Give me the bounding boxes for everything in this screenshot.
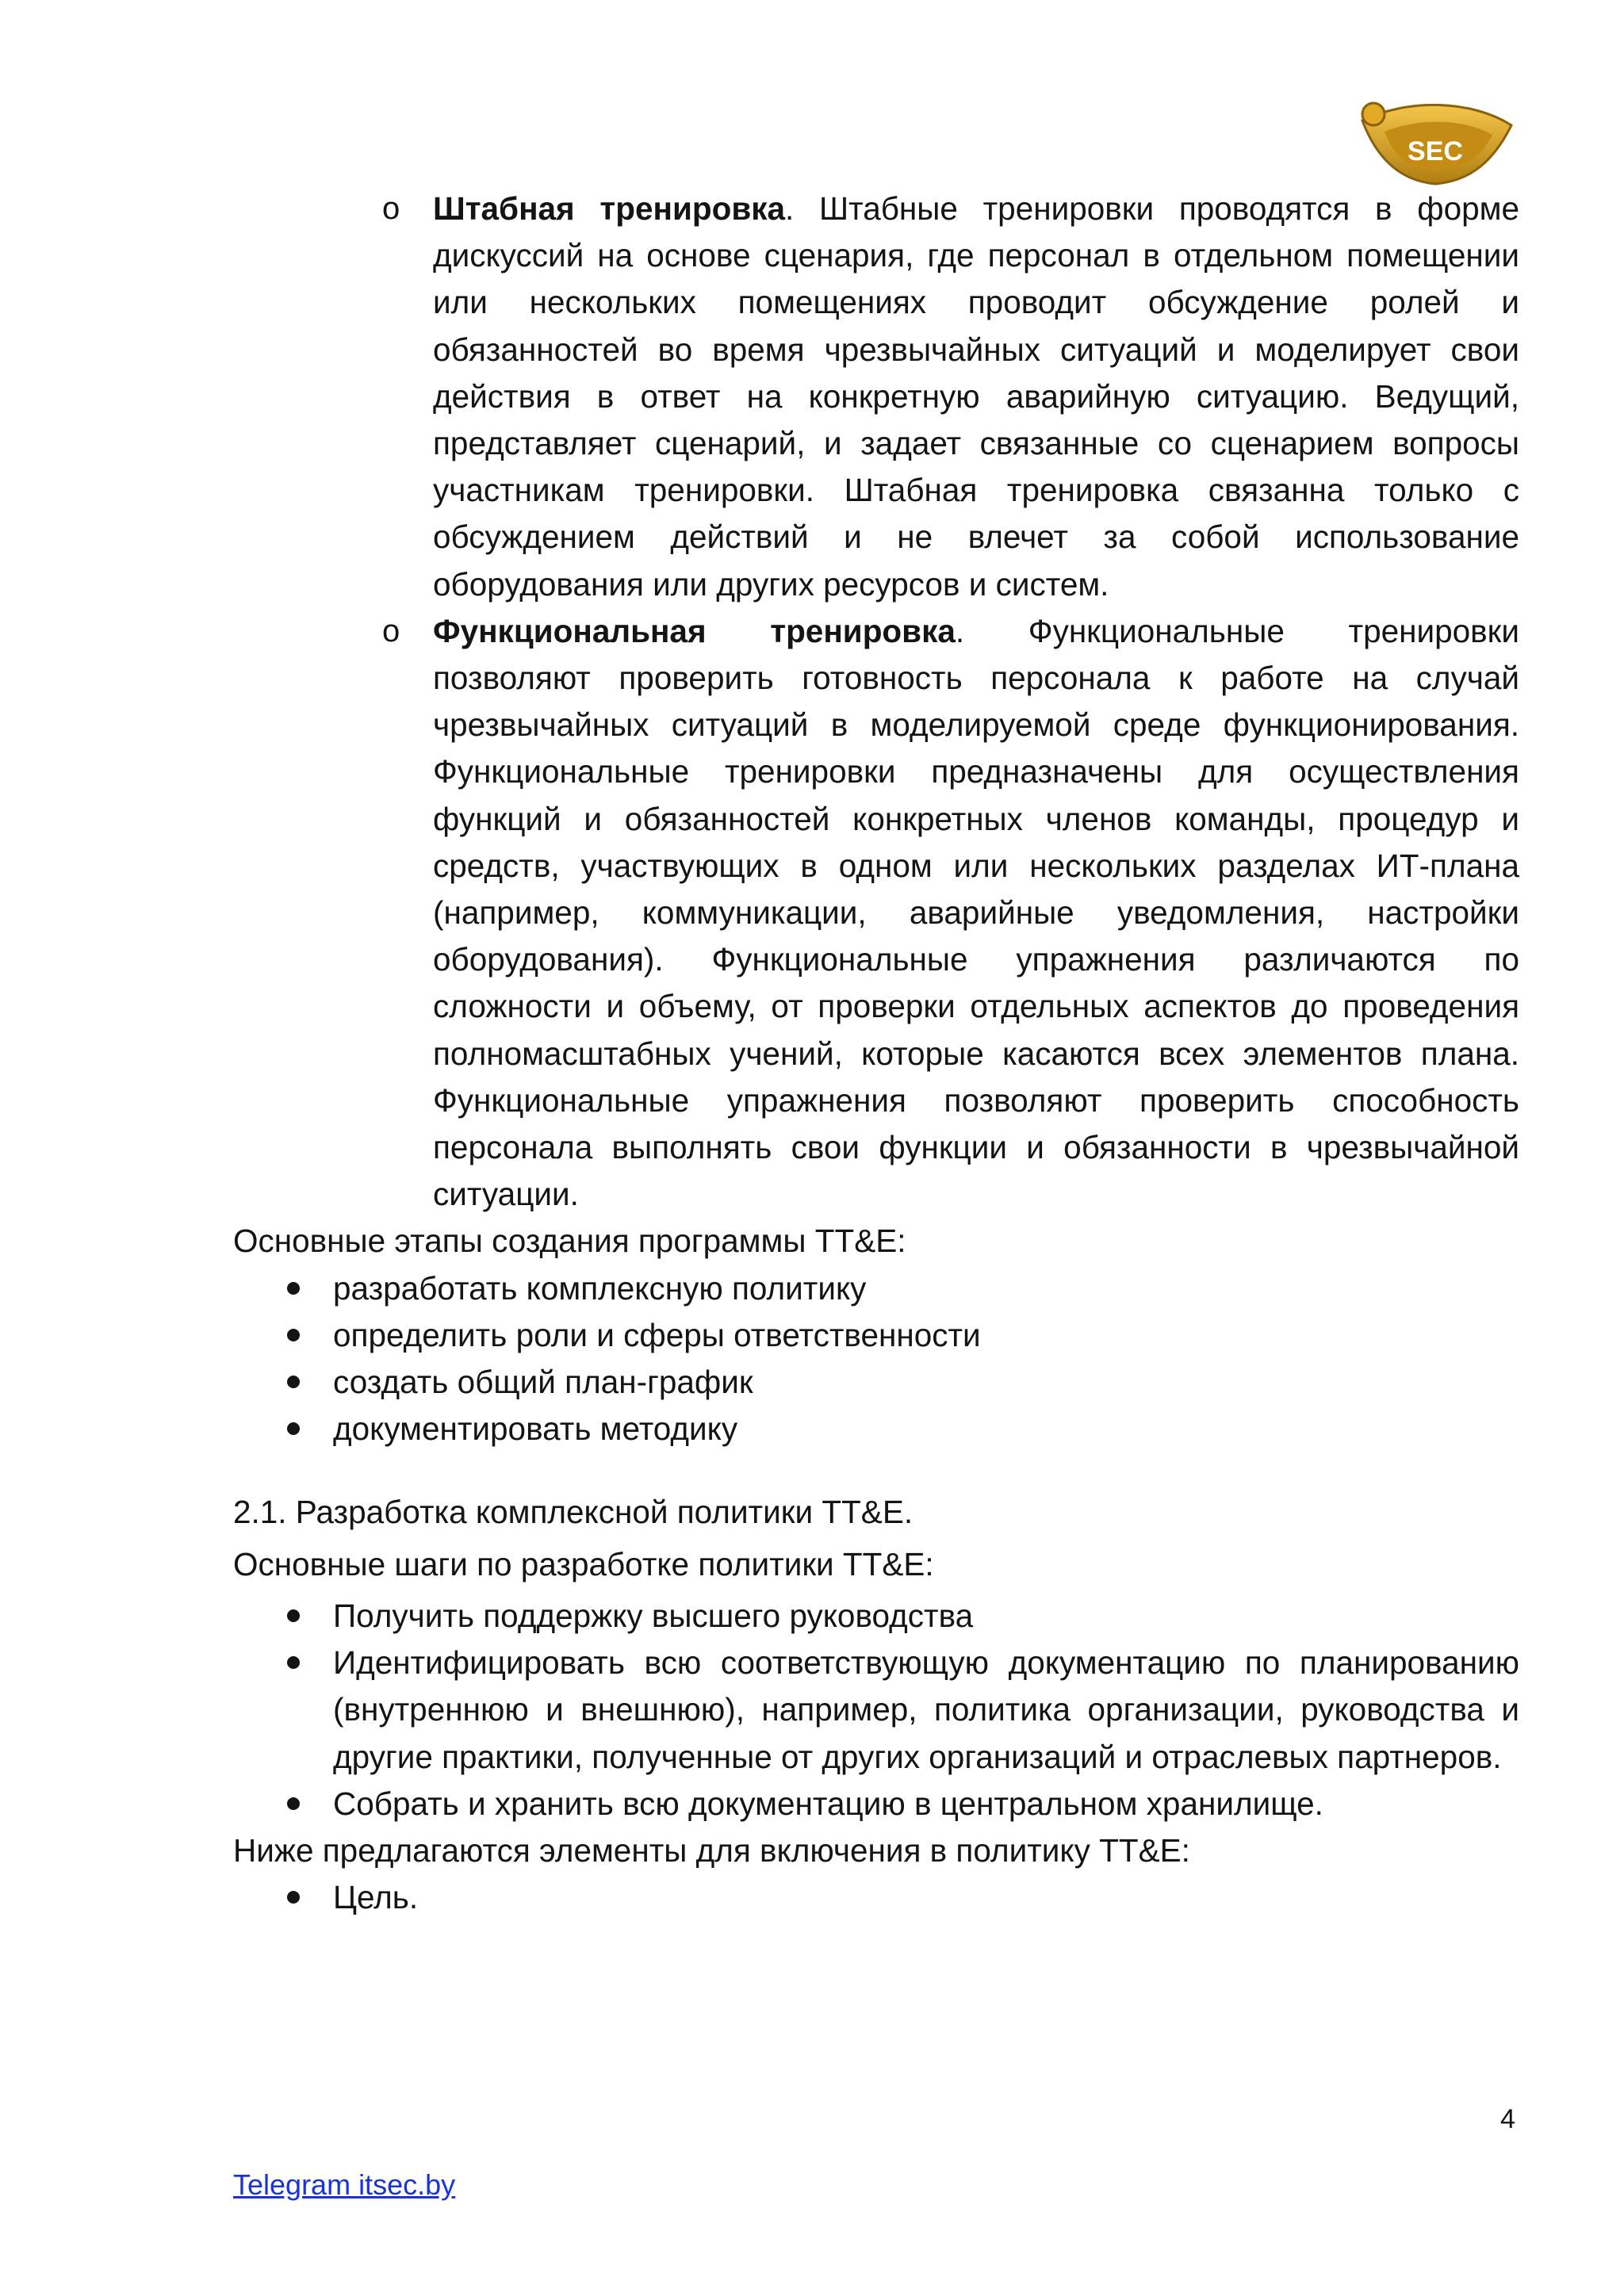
bullet-icon: [287, 1656, 300, 1669]
bullet-icon: [287, 1282, 300, 1295]
list-item-staff-training: [382, 186, 1519, 608]
page-number: 4: [1500, 2104, 1515, 2134]
list-item: документировать методику: [333, 1406, 1519, 1452]
bullet-icon: [287, 1891, 300, 1904]
stages-intro: Основные этапы создания программы TT&E:: [233, 1223, 906, 1260]
training-types-list: [233, 186, 1519, 1218]
steps-list: [233, 1593, 1519, 1827]
circle-bullet-icon: o: [382, 191, 400, 226]
term-description: . Штабные тренировки проводятся в форме дискуссий на основе сценария, где персонал в отдельном помещении или нескольких помещениях проводит обсуждение ролей и обязанностей во время чрезвычайных ситуаций и моделирует свои действия в ответ на конкретную аварийную ситуацию. Ведущий, представляет сценарий, и задает связанные со сценарием вопросы участникам тренировки. Штабная тренировка связанна только с обсуждением действий и не влечет за собой использование оборудования или других ресурсов и систем.: [433, 190, 1519, 603]
circle-bullet-icon: o: [382, 613, 400, 649]
list-item-functional-training: [382, 608, 1520, 1219]
list-item: определить роли и сферы ответственности: [333, 1312, 1519, 1359]
sec-logo: [1353, 94, 1518, 189]
bullet-icon: [287, 1329, 300, 1341]
list-item: разработать комплексную политику: [333, 1265, 1519, 1312]
list-item: создать общий план-график: [333, 1359, 1519, 1406]
list-item: Идентифицировать всю соответствующую документацию по планированию (внутреннюю и внешнюю), например, политика организации, руководства и другие практики, полученные от других организаций и отраслевых партнеров.: [333, 1640, 1519, 1781]
stages-list: [233, 1265, 1519, 1453]
section-heading: 2.1. Разработка комплексной политики TT&E.: [233, 1494, 914, 1531]
bullet-icon: [287, 1422, 300, 1435]
term-description: . Функциональные тренировки позволяют проверить готовность персонала к работе на случай чрезвычайных ситуаций в моделируемой среде функционирования. Функциональные тренировки предназначены для осуществления функций и обязанностей конкретных членов команды, процедур и средств, участвующих в одном или нескольких разделах ИТ-плана (например, коммуникации, аварийные уведомления, настройки оборудования). Функциональные упражнения различаются по сложности и объему, от проверки отдельных аспектов до проведения полномасштабных учений, которые касаются всех элементов плана. Функциональные упражнения позволяют проверить способность персонала выполнять свои функции и обязанности в чрезвычайной ситуации.: [433, 612, 1520, 1213]
elements-list: [233, 1874, 1519, 1921]
list-item: Получить поддержку высшего руководства: [333, 1593, 1519, 1640]
list-item: Цель.: [333, 1874, 1519, 1921]
logo-text: SEC: [1408, 136, 1463, 166]
main-content: [233, 186, 1519, 1921]
bullet-icon: [287, 1376, 300, 1388]
footer-telegram-link[interactable]: Telegram itsec.by: [233, 2168, 456, 2201]
bullet-icon: [287, 1797, 300, 1810]
elements-intro: Ниже предлагаются элементы для включения в политику TT&E:: [233, 1831, 1190, 1869]
term-bold: Штабная тренировка: [433, 190, 786, 227]
steps-intro: Основные шаги по разработке политики TT&E:: [233, 1545, 934, 1582]
bullet-icon: [287, 1609, 300, 1622]
list-item: Собрать и хранить всю документацию в центральном хранилище.: [333, 1781, 1519, 1827]
term-bold: Функциональная тренировка: [433, 612, 956, 649]
